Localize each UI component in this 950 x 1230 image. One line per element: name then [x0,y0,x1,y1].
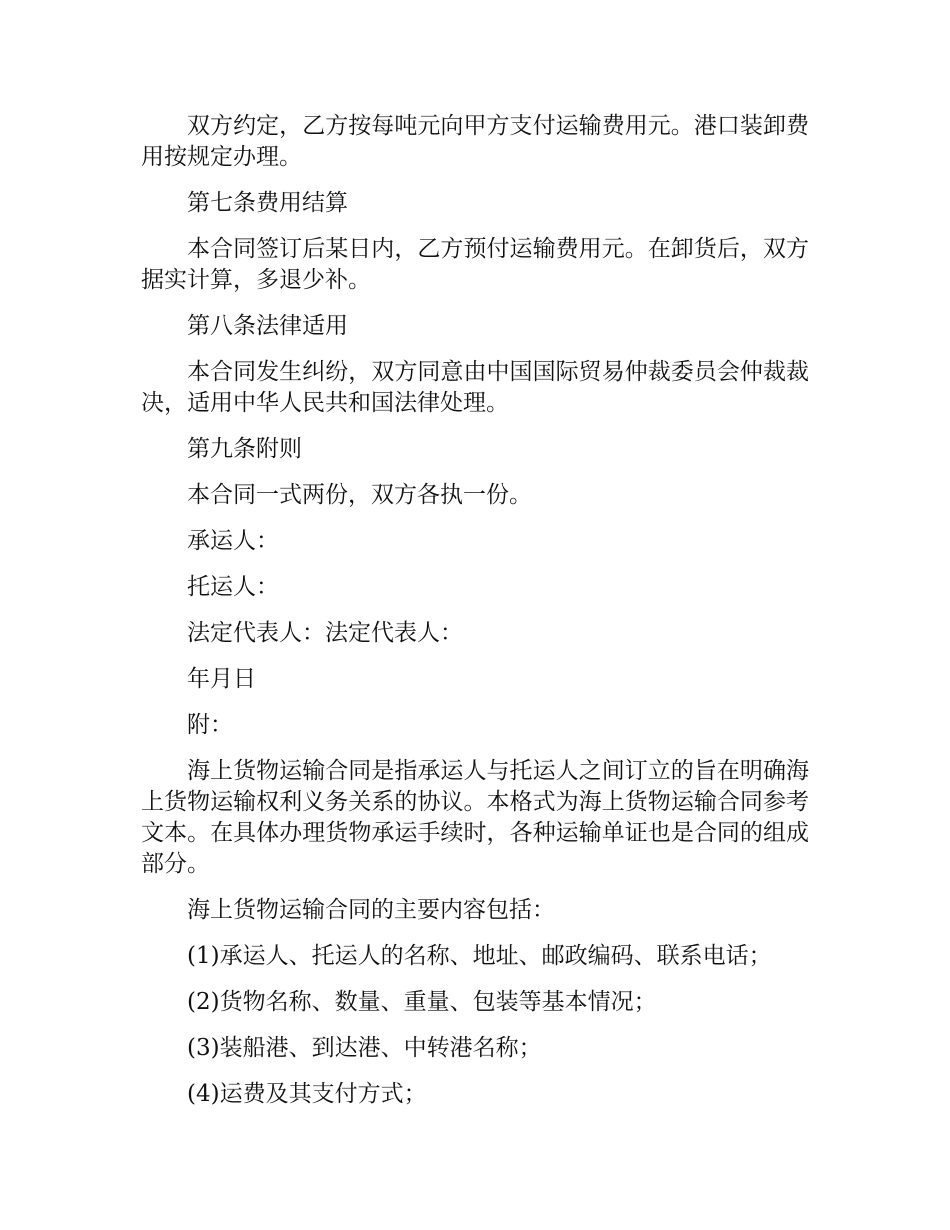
signature-carrier: 承运人： [187,528,279,554]
paragraph-definition: 海上货物运输合同是指承运人与托运人之间订立的旨在明确海上货物运输权利义务关系的协议。本格式为海上货物运输合同参考文本。在具体办理货物承运手续时，各种运输单证也是合同的组成部分。 [141,758,809,877]
paragraph-settlement: 本合同签订后某日内，乙方预付运输费用元。在卸货后，双方据实计算，多退少补。 [141,236,809,293]
paragraph-copies: 本合同一式两份，双方各执一份。 [187,482,532,508]
appendix-label: 附： [187,712,233,738]
signature-date: 年月日 [187,666,256,692]
signature-shipper: 托运人： [187,574,279,600]
list-item: (1)承运人、托运人的名称、地址、邮政编码、联系电话； [187,943,772,969]
list-item: (3)装船港、到达港、中转港名称； [187,1035,542,1061]
list-item: (2)货物名称、数量、重量、包装等基本情况； [187,989,657,1015]
heading-article-7: 第七条费用结算 [187,190,348,216]
document-body [141,111,809,1125]
paragraph-dispute: 本合同发生纠纷，双方同意由中国国际贸易仲裁委员会仲裁裁决，适用中华人民共和国法律处理。 [141,359,809,416]
heading-article-8: 第八条法律适用 [187,313,348,339]
paragraph-freight-agreement: 双方约定，乙方按每吨元向甲方支付运输费用元。港口装卸费用按规定办理。 [141,113,809,170]
list-item: (4)运费及其支付方式； [187,1081,427,1107]
signature-legal-representatives: 法定代表人：法定代表人： [187,620,463,646]
heading-article-9: 第九条附则 [187,436,302,462]
paragraph-main-contents: 海上货物运输合同的主要内容包括： [187,897,555,923]
